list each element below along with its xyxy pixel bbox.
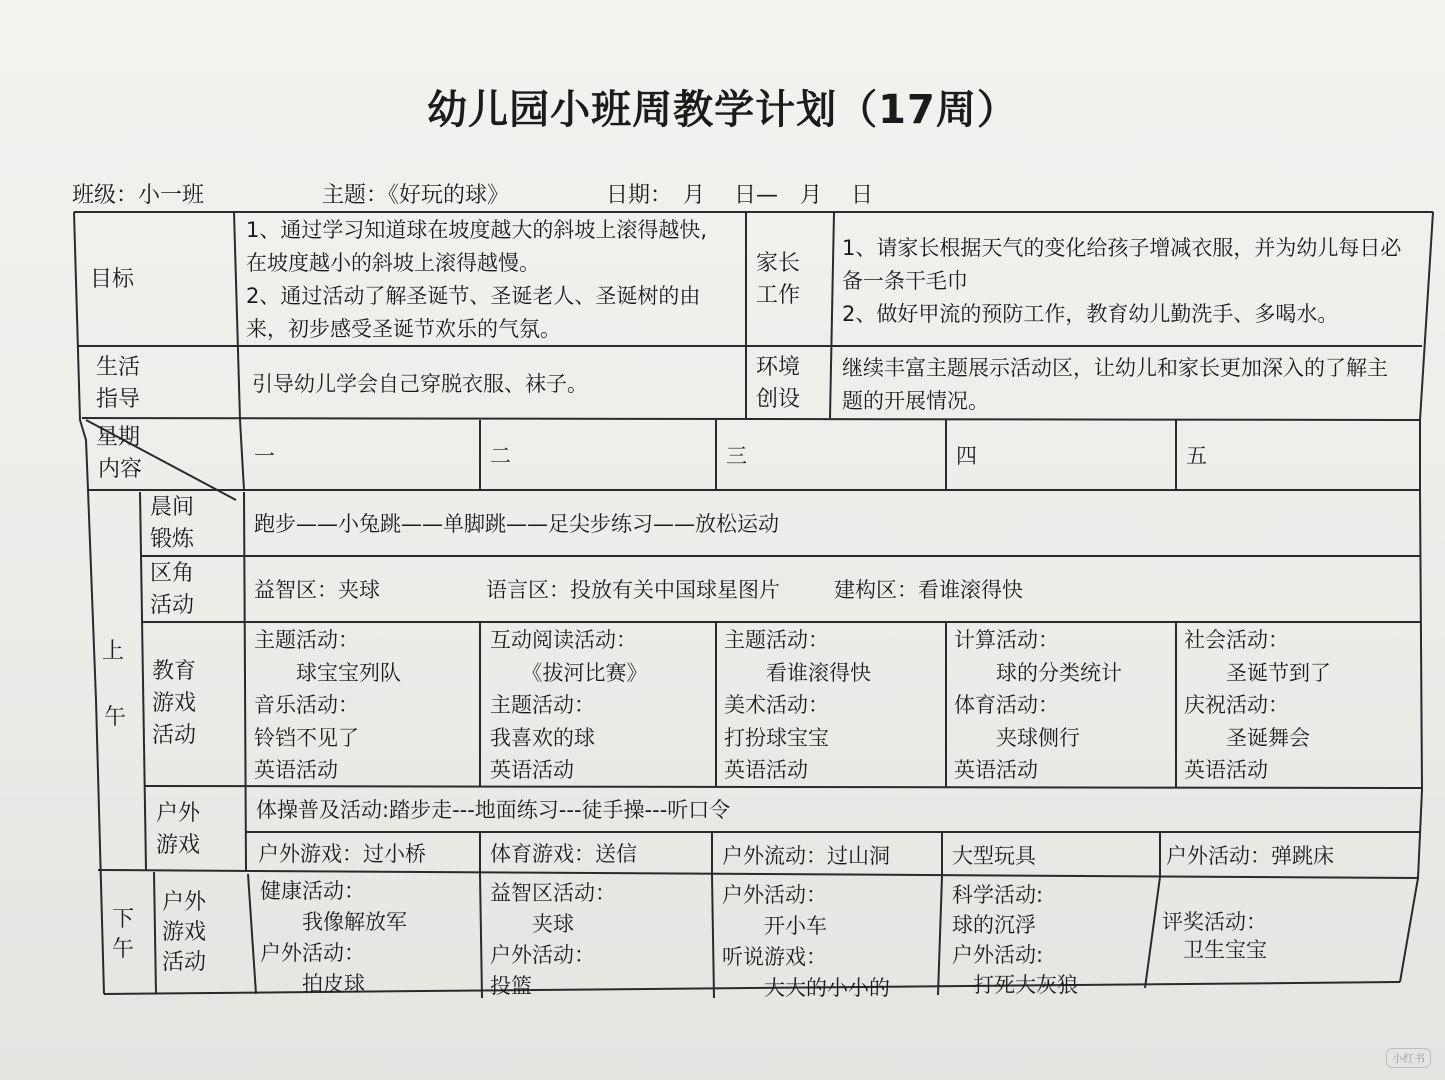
afternoon-label-1: 下 [112, 907, 135, 932]
outdoor-fri: 户外活动：弹跳床 [1166, 844, 1334, 868]
education-day-tue [490, 624, 648, 787]
pm-tue-line-4: 投篮 [490, 974, 532, 998]
outdoor-mon: 户外游戏：过小桥 [258, 842, 426, 866]
edu-tue-line-4: 我喜欢的球 [490, 725, 595, 750]
corner-header-top: 星期 [96, 425, 141, 450]
parent-work-label [756, 248, 800, 312]
weekday-fri: 五 [1186, 444, 1207, 468]
edu-mon-line-4: 铃铛不见了 [254, 725, 359, 750]
pm-fri-line-2: 卫生宝宝 [1162, 938, 1267, 962]
edu-wed-line-4: 打扮球宝宝 [724, 725, 829, 750]
pm-thu-line-3: 户外活动: [952, 943, 1044, 967]
parent-work-text [842, 232, 1401, 331]
goals-line-3: 2、通过活动了解圣诞节、圣诞老人、圣诞树的由 [246, 284, 701, 308]
education-day-thu [954, 624, 1122, 787]
edu-fri-line-2: 圣诞节到了 [1184, 660, 1331, 685]
edu-tue-line-1: 互动阅读活动： [490, 628, 637, 652]
edu-wed-line-1: 主题活动： [724, 628, 829, 652]
pm-wed-line-4: 大大的小小的 [722, 976, 890, 1000]
goals-text [246, 214, 707, 346]
pm-wed-line-1: 户外活动： [722, 883, 827, 907]
afternoon-label-line-2: 游戏 [162, 920, 207, 945]
parent-work-label-1: 家长 [756, 251, 801, 276]
environment-label-1: 环境 [756, 355, 801, 380]
life-guidance-label-1: 生活 [96, 355, 141, 380]
life-guidance-text: 引导幼儿学会自己穿脱衣服、袜子。 [252, 372, 588, 396]
afternoon-activities-label [162, 888, 206, 978]
corner-activity-language: 语言区：投放有关中国球星图片 [486, 578, 780, 602]
education-games-label-1: 教育 [152, 659, 197, 684]
education-day-mon [254, 624, 401, 787]
life-guidance-label-2: 指导 [96, 387, 141, 412]
environment-label [756, 352, 800, 416]
edu-fri-line-3: 庆祝活动： [1184, 693, 1289, 717]
class-field: 班级：小一班 [72, 183, 205, 208]
pm-thu-line-4: 打死大灰狼 [952, 973, 1078, 997]
pm-thu-line-1: 科学活动: [952, 883, 1044, 907]
watermark-logo: 小红书 [1386, 1048, 1431, 1068]
parent-work-line-3: 2、做好甲流的预防工作，教育幼儿勤洗手、多喝水。 [842, 302, 1339, 326]
corner-activity-label [150, 558, 194, 622]
pm-thu-line-2: 球的沉浮 [952, 913, 1036, 937]
outdoor-games-label-1: 户外 [156, 801, 201, 826]
pm-tue-line-3: 户外活动： [490, 943, 595, 967]
goals-line-1: 1、通过学习知道球在坡度越大的斜坡上滚得越快, [246, 218, 708, 242]
pm-wed-line-2: 开小车 [722, 914, 827, 938]
corner-activity-building: 建构区：看谁滚得快 [834, 578, 1023, 602]
edu-mon-line-5: 英语活动 [254, 758, 338, 782]
edu-fri-line-4: 圣诞舞会 [1184, 725, 1310, 750]
edu-mon-line-2: 球宝宝列队 [254, 660, 401, 685]
environment-label-2: 创设 [756, 387, 801, 412]
weekday-wed: 三 [726, 444, 747, 468]
pm-mon-line-3: 户外活动： [260, 941, 365, 965]
outdoor-wed: 户外流动：过山洞 [722, 844, 890, 868]
parent-work-label-2: 工作 [756, 283, 801, 308]
edu-wed-line-3: 美术活动： [724, 693, 829, 717]
education-games-label-2: 游戏 [152, 691, 197, 716]
morning-exercise-label-2: 锻炼 [150, 527, 195, 552]
pm-mon-line-1: 健康活动： [260, 879, 365, 903]
morning-label-2: 午 [104, 705, 127, 730]
environment-line-1: 继续丰富主题展示活动区，让幼儿和家长更加深入的了解主 [842, 356, 1388, 380]
weekday-thu: 四 [956, 444, 977, 468]
goals-line-2: 在坡度越小的斜坡上滚得越慢。 [246, 251, 540, 275]
afternoon-day-wed [722, 880, 890, 1004]
goals-label: 目标 [90, 267, 135, 292]
environment-text [842, 352, 1388, 418]
edu-fri-line-1: 社会活动： [1184, 628, 1289, 652]
theme-field: 主题：《好玩的球》 [322, 183, 510, 208]
date-field: 日期： 月 日— 月 日 [606, 183, 873, 208]
pm-tue-line-1: 益智区活动： [490, 881, 616, 905]
corner-header-bottom: 内容 [98, 457, 143, 482]
afternoon-day-tue [490, 878, 616, 1002]
morning-label-1: 上 [102, 639, 125, 664]
corner-activity-puzzle: 益智区：夹球 [254, 578, 380, 602]
edu-tue-line-2: 《拔河比赛》 [490, 660, 648, 685]
edu-thu-line-3: 体育活动： [954, 693, 1059, 717]
outdoor-common-text: 体操普及活动:踏步走---地面练习---徒手操---听口令 [256, 798, 731, 822]
life-guidance-label [96, 352, 140, 416]
edu-tue-line-5: 英语活动 [490, 758, 574, 782]
afternoon-day-thu [952, 880, 1078, 1000]
outdoor-games-label [156, 798, 200, 862]
education-day-wed [724, 624, 871, 787]
edu-wed-line-5: 英语活动 [724, 758, 808, 782]
afternoon-label-line-1: 户外 [162, 890, 207, 915]
edu-mon-line-3: 音乐活动： [254, 693, 359, 717]
edu-thu-line-5: 英语活动 [954, 758, 1038, 782]
afternoon-label-line-3: 活动 [162, 950, 207, 975]
page-title: 幼儿园小班周教学计划（17周） [427, 87, 1018, 133]
parent-work-line-2: 备一条干毛巾 [842, 269, 968, 293]
pm-wed-line-3: 听说游戏： [722, 945, 827, 969]
morning-exercise-text: 跑步——小兔跳——单脚跳——足尖步练习——放松运动 [254, 512, 779, 536]
weekday-mon: 一 [254, 444, 275, 468]
goals-line-4: 来，初步感受圣诞节欢乐的气氛。 [246, 317, 561, 341]
parent-work-line-1: 1、请家长根据天气的变化给孩子增减衣服，并为幼儿每日必 [842, 236, 1402, 260]
pm-tue-line-2: 夹球 [490, 912, 574, 936]
education-games-label-3: 活动 [152, 723, 197, 748]
education-games-label [152, 656, 196, 752]
corner-activity-label-1: 区角 [150, 561, 195, 586]
afternoon-day-fri [1162, 908, 1267, 964]
weekday-tue: 二 [490, 444, 511, 468]
pm-mon-line-2: 我像解放军 [260, 910, 407, 934]
outdoor-games-label-2: 游戏 [156, 833, 201, 858]
edu-mon-line-1: 主题活动： [254, 628, 359, 652]
education-day-fri [1184, 624, 1331, 787]
outdoor-tue: 体育游戏：送信 [490, 842, 637, 866]
pm-fri-line-1: 评奖活动： [1162, 910, 1267, 934]
afternoon-day-mon [260, 876, 407, 1000]
environment-line-2: 题的开展情况。 [842, 389, 989, 413]
edu-thu-line-4: 夹球侧行 [954, 725, 1080, 750]
morning-exercise-label [150, 492, 194, 556]
morning-exercise-label-1: 晨间 [150, 495, 195, 520]
outdoor-thu: 大型玩具 [952, 844, 1036, 868]
corner-activity-label-2: 活动 [150, 593, 195, 618]
edu-tue-line-3: 主题活动： [490, 693, 595, 717]
pm-mon-line-4: 拍皮球 [260, 972, 365, 996]
edu-thu-line-2: 球的分类统计 [954, 660, 1122, 685]
edu-thu-line-1: 计算活动： [954, 628, 1059, 652]
edu-fri-line-5: 英语活动 [1184, 758, 1268, 782]
afternoon-label-2: 午 [112, 937, 135, 962]
edu-wed-line-2: 看谁滚得快 [724, 660, 871, 685]
